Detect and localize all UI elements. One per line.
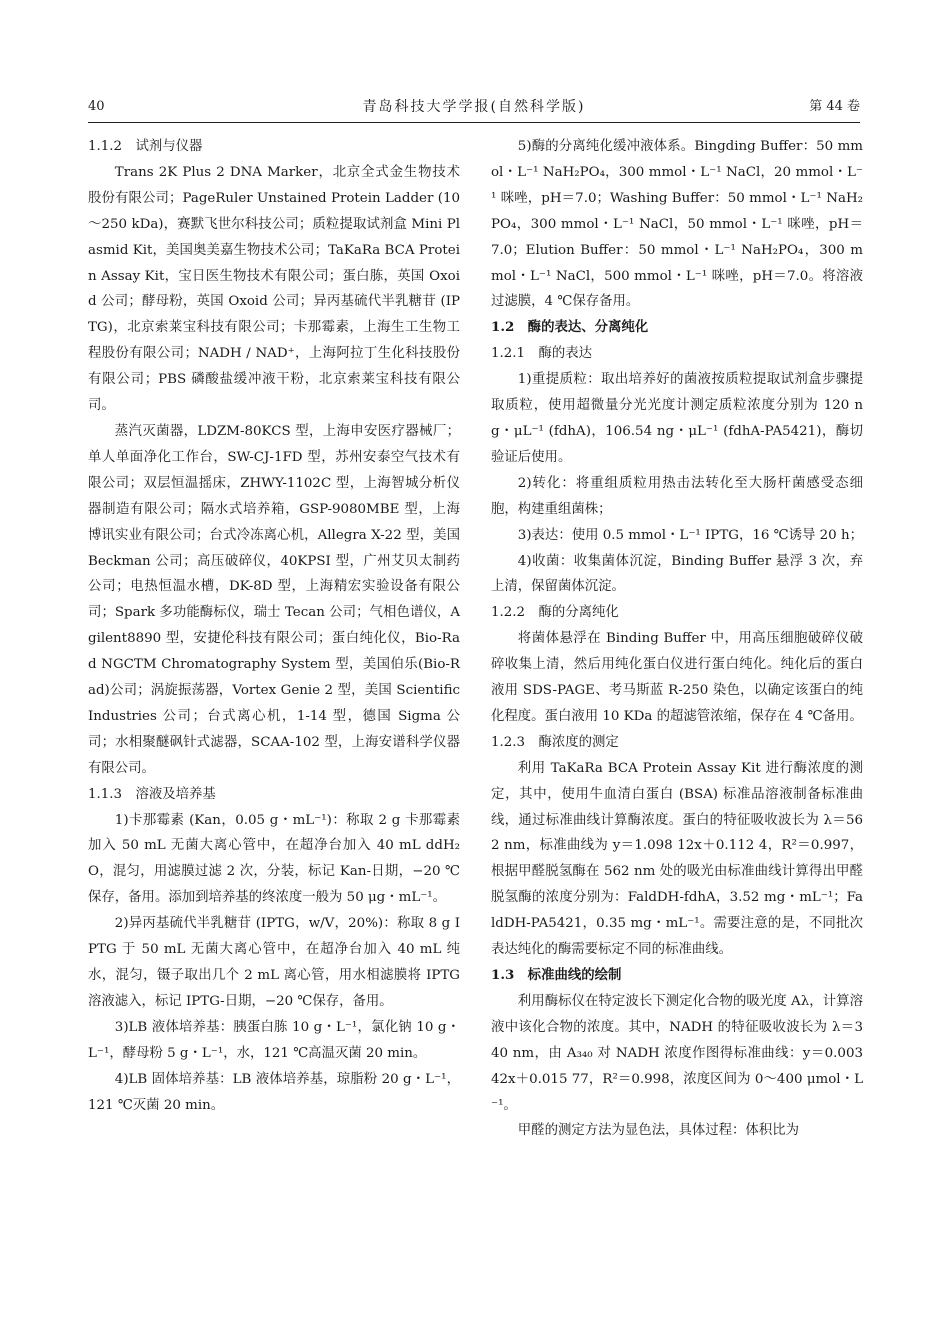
standard-curve-paragraph: 利用酶标仪在特定波长下测定化合物的吸光度 Aλ，计算溶液中该化合物的浓度。其中，NADH 的特征吸收波长为 λ＝340 nm，由 A₃₄₀ 对 NADH 浓度作图得标准曲线：y＝0.003 42x＋0.015 77，R²＝0.998，浓度区间为 0～400 μmol・L⁻¹。 bbox=[491, 993, 863, 1113]
section-1-3-heading: 1.3 标准曲线的绘制 bbox=[491, 967, 622, 983]
express-step-2: 2)转化：将重组质粒用热击法转化至大肠杆菌感受态细胞，构建重组菌株； bbox=[491, 475, 863, 517]
left-column bbox=[88, 134, 460, 1118]
reagents-paragraph: Trans 2K Plus 2 DNA Marker，北京全式金生物技术股份有限公司；PageRuler Unstained Protein Ladder (10～250 kDa)，赛默飞世尔科技公司；质粒提取试剂盒 Mini Plasmid Kit，美国奥美嘉生物技术公司；TaKaRa BCA Protein Assay Kit，宝日医生物技术有限公司；蛋白胨，英国 Oxoid 公司；酵母粉，英国 Oxoid 公司；异丙基硫代半乳糖苷 (IPTG)，北京索莱宝科技有限公司；卡那霉素，上海生工生物工程股份有限公司；NADH / NAD⁺，上海阿拉丁生化科技股份有限公司；PBS 磷酸盐缓冲液干粉，北京索莱宝科技有限公司。 bbox=[88, 164, 460, 414]
express-step-4: 4)收菌：收集菌体沉淀，Binding Buffer 悬浮 3 次，弃上清，保留菌体沉淀。 bbox=[491, 553, 863, 595]
formaldehyde-paragraph: 甲醛的测定方法为显色法，具体过程：体积比为 bbox=[517, 1123, 799, 1139]
volume-label: 第 44 卷 bbox=[809, 99, 860, 114]
page-number: 40 bbox=[88, 99, 105, 114]
header-rule bbox=[88, 122, 860, 123]
section-1-1-2-heading: 1.1.2 试剂与仪器 bbox=[88, 139, 203, 154]
right-column bbox=[491, 134, 863, 1144]
enzyme-concentration-paragraph: 利用 TaKaRa BCA Protein Assay Kit 进行酶浓度的测定，其中，使用牛血清白蛋白 (BSA) 标准品溶液制备标准曲线，通过标准曲线计算酶浓度。蛋白的特征吸收波长为 λ＝562 nm，标准曲线为 y＝1.098 12x＋0.112 4，R²＝0.997，根据甲醛脱氢酶在 562 nm 处的吸光由标准曲线计算得出甲醛脱氢酶的浓度分别为：FaldDH-fdhA，3.52 mg・mL⁻¹；FaldDH-PA5421，0.35 mg・mL⁻¹。需要注意的是，不同批次表达纯化的酶需要标定不同的标准曲线。 bbox=[491, 760, 863, 958]
section-1-1-3-heading: 1.1.3 溶液及培养基 bbox=[88, 786, 216, 802]
journal-title: 青岛科技大学学报(自然科学版) bbox=[362, 99, 586, 115]
express-step-1: 1)重提质粒：取出培养好的菌液按质粒提取试剂盒步骤提取质粒，使用超微量分光光度计测定质粒浓度分别为 120 ng・μL⁻¹ (fdhA)，106.54 ng・μL⁻¹ (fdhA-PA5421)，酶切验证后使用。 bbox=[491, 372, 863, 465]
purification-paragraph: 将菌体悬浮在 Binding Buffer 中，用高压细胞破碎仪破碎收集上清，然后用纯化蛋白仪进行蛋白纯化。纯化后的蛋白液用 SDS-PAGE、考马斯蓝 R-250 染色，以确定该蛋白的纯化程度。蛋白液用 10 KDa 的超滤管浓缩，保存在 4 ℃备用。 bbox=[491, 631, 863, 724]
section-1-2-heading: 1.2 酶的表达、分离纯化 bbox=[491, 319, 649, 336]
lb-solid-paragraph: 4)LB 固体培养基：LB 液体培养基，琼脂粉 20 g・L⁻¹，121 ℃灭菌 20 min。 bbox=[88, 1071, 460, 1113]
section-1-2-2-heading: 1.2.2 酶的分离纯化 bbox=[491, 605, 619, 621]
express-step-3: 3)表达：使用 0.5 mmol・L⁻¹ IPTG，16 ℃诱导 20 h； bbox=[517, 527, 863, 543]
kanamycin-paragraph: 1)卡那霉素 (Kan，0.05 g・mL⁻¹)：称取 2 g 卡那霉素加入 50 mL 无菌大离心管中，在超净台加入 40 mL ddH₂O，混匀，用滤膜过滤 2 次，分装，标记 Kan-日期，−20 ℃保存，备用。添加到培养基的终浓度一般为 50 μg・mL⁻¹。 bbox=[88, 812, 460, 906]
iptg-paragraph: 2)异丙基硫代半乳糖苷 (IPTG，w/V，20%)：称取 8 g IPTG 于 50 mL 无菌大离心管中，在超净台加入 40 mL 纯水，混匀，镊子取出几个 2 mL 离心管，用水相滤膜将 IPTG 溶液滤入，标记 IPTG-日期，−20 ℃保存，备用。 bbox=[88, 916, 460, 1009]
running-header bbox=[88, 96, 860, 118]
buffers-paragraph: 5)酶的分离纯化缓冲液体系。Bingding Buffer：50 mmol・L⁻¹ NaH₂PO₄，300 mmol・L⁻¹ NaCl，20 mmol・L⁻¹ 咪唑，pH＝7.0；Washing Buffer：50 mmol・L⁻¹ NaH₂PO₄，300 mmol・L⁻¹ NaCl，50 mmol・L⁻¹ 咪唑，pH＝7.0；Elution Buffer：50 mmol・L⁻¹ NaH₂PO₄，300 mmol・L⁻¹ NaCl，500 mmol・L⁻¹ 咪唑，pH＝7.0。将溶液过滤膜，4 ℃保存备用。 bbox=[491, 139, 863, 310]
lb-liquid-paragraph: 3)LB 液体培养基：胰蛋白胨 10 g・L⁻¹，氯化钠 10 g・L⁻¹，酵母粉 5 g・L⁻¹，水，121 ℃高温灭菌 20 min。 bbox=[88, 1019, 460, 1061]
section-1-2-3-heading: 1.2.3 酶浓度的测定 bbox=[491, 734, 619, 750]
section-1-2-1-heading: 1.2.1 酶的表达 bbox=[491, 346, 593, 362]
instruments-paragraph: 蒸汽灭菌器，LDZM-80KCS 型，上海申安医疗器械厂；单人单面净化工作台，SW-CJ-1FD 型，苏州安泰空气技术有限公司；双层恒温摇床，ZHWY-1102C 型，上海智城分析仪器制造有限公司；隔水式培养箱，GSP-9080MBE 型，上海博讯实业有限公司；台式冷冻离心机，Allegra X-22 型，美国 Beckman 公司；高压破碎仪，40KPSI 型，广州艾贝太制药公司；电热恒温水槽，DK-8D 型，上海精宏实验设备有限公司；Spark 多功能酶标仪，瑞士 Tecan 公司；气相色谱仪，Agilent8890 型，安捷伦科技有限公司；蛋白纯化仪，Bio-Rad NGCTM Chromatography System 型，美国伯乐(Bio-Rad)公司；涡旋振荡器，Vortex Genie 2 型，美国 Scientific Industries 公司；台式离心机，1-14 型，德国 Sigma 公司；水相聚醚砜针式滤器，SCAA-102 型，上海安谱科学仪器有限公司。 bbox=[88, 423, 460, 776]
